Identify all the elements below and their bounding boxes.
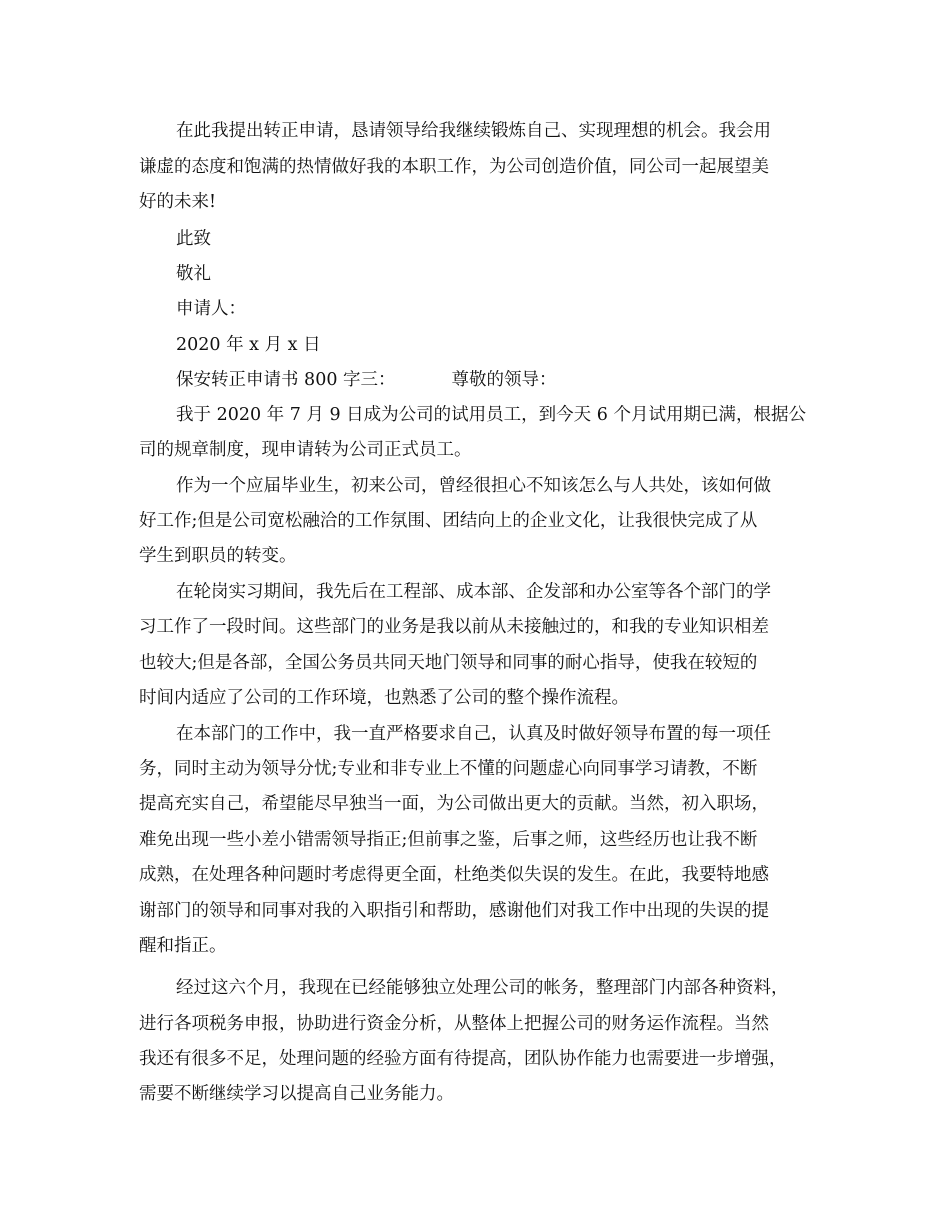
text-line: 难免出现一些小差小错需领导指正;但前事之鉴，后事之师，这些经历也让我不断 bbox=[139, 830, 758, 850]
text-line: 谢部门的领导和同事对我的入职指引和帮助，感谢他们对我工作中出现的失误的提 bbox=[139, 901, 769, 921]
text-line: 成熟，在处理各种问题时考虑得更全面，杜绝类似失误的发生。在此，我要特地感 bbox=[139, 865, 769, 885]
text-line: 谦虚的态度和饱满的热情做好我的本职工作，为公司创造价值，同公司一起展望美 bbox=[139, 157, 769, 177]
text-line: 好的未来! bbox=[139, 192, 217, 212]
text-line: 学生到职员的转变。 bbox=[139, 546, 297, 566]
text-line: 经过这六个月，我现在已经能够独立处理公司的帐务，整理部门内部各种资料， bbox=[176, 978, 789, 998]
text-line: 在本部门的工作中，我一直严格要求自己，认真及时做好领导布置的每一项任 bbox=[176, 724, 771, 744]
text-line: 时间内适应了公司的工作环境，也熟悉了公司的整个操作流程。 bbox=[139, 688, 629, 708]
section-heading-line bbox=[176, 368, 557, 392]
text-line: 需要不断继续学习以提高自己业务能力。 bbox=[139, 1084, 454, 1104]
closing-line: 此致 bbox=[176, 229, 211, 249]
text-line: 务，同时主动为领导分忧;专业和非专业上不懂的问题虚心向同事学习请教，不断 bbox=[139, 759, 758, 779]
text-line: 提高充实自己，希望能尽早独当一面，为公司做出更大的贡献。当然，初入职场， bbox=[139, 794, 769, 814]
text-line: 习工作了一段时间。这些部门的业务是我以前从未接触过的，和我的专业知识相差 bbox=[139, 617, 769, 637]
closing-line: 敬礼 bbox=[176, 264, 211, 284]
text-line: 我于 2020 年 7 月 9 日成为公司的试用员工，到今天 6 个月试用期已满，根据公 bbox=[176, 405, 806, 425]
text-line: 醒和指正。 bbox=[139, 936, 227, 956]
text-line: 在轮岗实习期间，我先后在工程部、成本部、企发部和办公室等各个部门的学 bbox=[176, 582, 771, 602]
salutation: 尊敬的领导： bbox=[451, 370, 557, 390]
text-line: 作为一个应届毕业生，初来公司，曾经很担心不知该怎么与人共处，该如何做 bbox=[176, 476, 771, 496]
section-heading: 保安转正申请书 800 字三： bbox=[176, 370, 396, 390]
applicant-line: 申请人： bbox=[176, 299, 246, 319]
text-line: 司的规章制度，现申请转为公司正式员工。 bbox=[139, 440, 472, 460]
text-line: 好工作;但是公司宽松融洽的工作氛围、团结向上的企业文化，让我很快完成了从 bbox=[139, 511, 758, 531]
text-line: 我还有很多不足，处理问题的经验方面有待提高，团队协作能力也需要进一步增强， bbox=[139, 1049, 787, 1069]
text-line: 进行各项税务申报，协助进行资金分析，从整体上把握公司的财务运作流程。当然 bbox=[139, 1014, 769, 1034]
text-line: 在此我提出转正申请，恳请领导给我继续锻炼自己、实现理想的机会。我会用 bbox=[176, 121, 771, 141]
date-line: 2020 年 x 月 x 日 bbox=[176, 335, 321, 355]
text-line: 也较大;但是各部，全国公务员共同天地门领导和同事的耐心指导，使我在较短的 bbox=[139, 653, 758, 673]
